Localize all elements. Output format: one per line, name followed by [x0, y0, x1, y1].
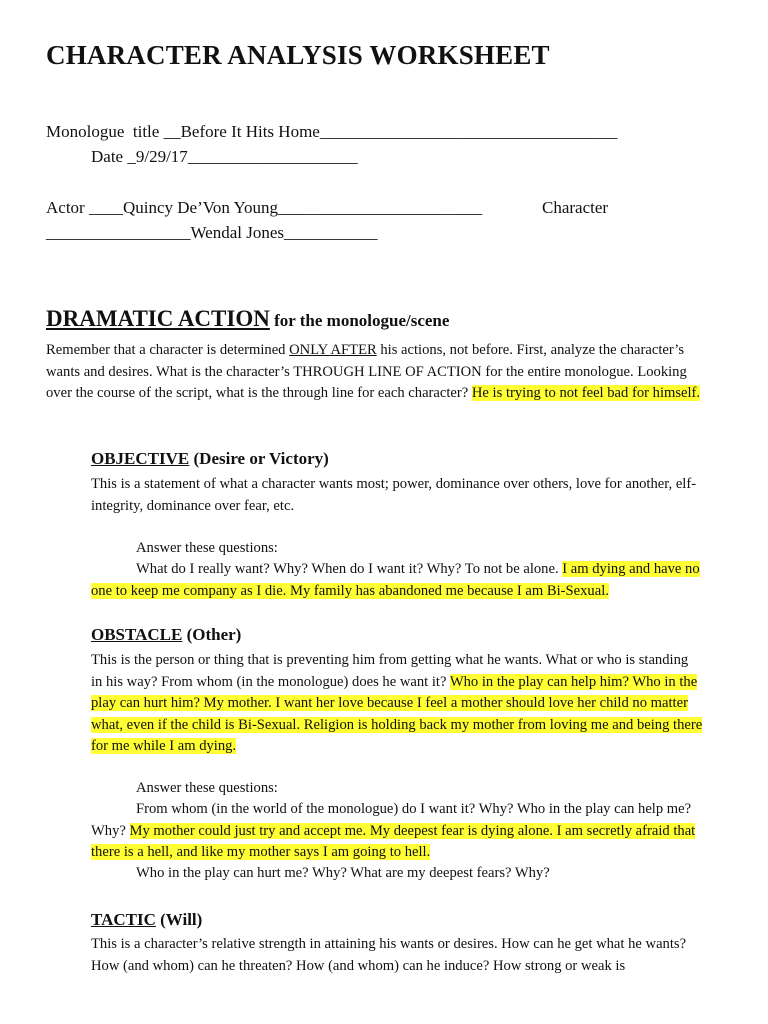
objective-title: OBJECTIVE — [91, 449, 190, 468]
dramatic-action-emphasis: ONLY AFTER — [289, 342, 377, 358]
page-title: CHARACTER ANALYSIS WORKSHEET — [46, 40, 550, 70]
objective-description: This is a statement of what a character wants most; power, dominance over others, love for another, elf-integrity, dominance over fear, etc. — [91, 476, 697, 514]
obstacle-questions-2: Who in the play can hurt me? Why? What are my deepest fears? Why? — [136, 865, 550, 881]
obstacle-description-answer: Who in the play can help him? Who in the play can hurt him? My mother. I want her love because I feel a mother should love her child no matter what, even if the child is Bi-Sexual. Religion is holding back my mother from loving me and being there for me while I am dying. — [91, 673, 703, 754]
tactic-heading — [91, 910, 202, 930]
obstacle-answer: My mother could just try and accept me. My deepest fear is dying alone. I am secretly afraid that there is a hell, and like my mother says I am going to hell. — [91, 822, 696, 860]
obstacle-heading — [91, 625, 241, 645]
obstacle-subtitle: (Other) — [182, 625, 242, 644]
objective-answer-label: Answer these questions: — [136, 540, 278, 556]
dramatic-action-paragraph — [46, 340, 710, 405]
date-line: Date _9/29/17____________________ — [91, 147, 358, 166]
actor-line: Actor ____Quincy De’Von Young________________________ — [46, 198, 483, 217]
obstacle-title: OBSTACLE — [91, 625, 183, 644]
objective-questions-text: What do I really want? Why? When do I want it? Why? To not be alone. — [136, 561, 563, 577]
objective-questions — [91, 559, 703, 602]
dramatic-action-heading — [46, 306, 449, 332]
dramatic-action-subtitle: for the monologue/scene — [269, 311, 450, 330]
dramatic-action-text-a: Remember that a character is determined — [46, 342, 290, 358]
tactic-subtitle: (Will) — [155, 910, 203, 929]
tactic-title: TACTIC — [91, 910, 156, 929]
obstacle-description — [91, 650, 703, 758]
obstacle-questions — [91, 799, 703, 864]
character-label: Character — [542, 198, 609, 217]
monologue-title-line: Monologue title __Before It Hits Home___________________________________ — [46, 122, 618, 141]
objective-heading — [91, 449, 329, 469]
obstacle-answer-label: Answer these questions: — [136, 780, 278, 796]
tactic-description: This is a character’s relative strength in attaining his wants or desires. How can he get what he wants? How (and whom) can he threaten? How (and whom) can he induce? How strong or weak is — [91, 936, 687, 974]
obstacle-description-text: This is the person or thing that is preventing him from getting what he wants. What or who is standing in his way? From whom (in the monologue) does he want it? — [91, 652, 689, 690]
dramatic-action-answer: He is trying to not feel bad for himself. — [471, 385, 701, 401]
dramatic-action-text-b: his actions, not before. First, analyze the character’s wants and desires. What is the character’s THROUGH LINE OF ACTION for the entire monologue. Looking over the course of the script, what is the through line for each character? — [46, 342, 687, 401]
dramatic-action-title: DRAMATIC ACTION — [46, 306, 270, 331]
objective-subtitle: (Desire or Victory) — [189, 449, 329, 468]
obstacle-questions-text: From whom (in the world of the monologue) do I want it? Why? Who in the play can help me? Why? — [91, 801, 692, 839]
objective-answer: I am dying and have no one to keep me company as I die. My family has abandoned me because I am Bi-Sexual. — [91, 561, 700, 599]
character-line: _________________Wendal Jones___________ — [46, 223, 378, 242]
